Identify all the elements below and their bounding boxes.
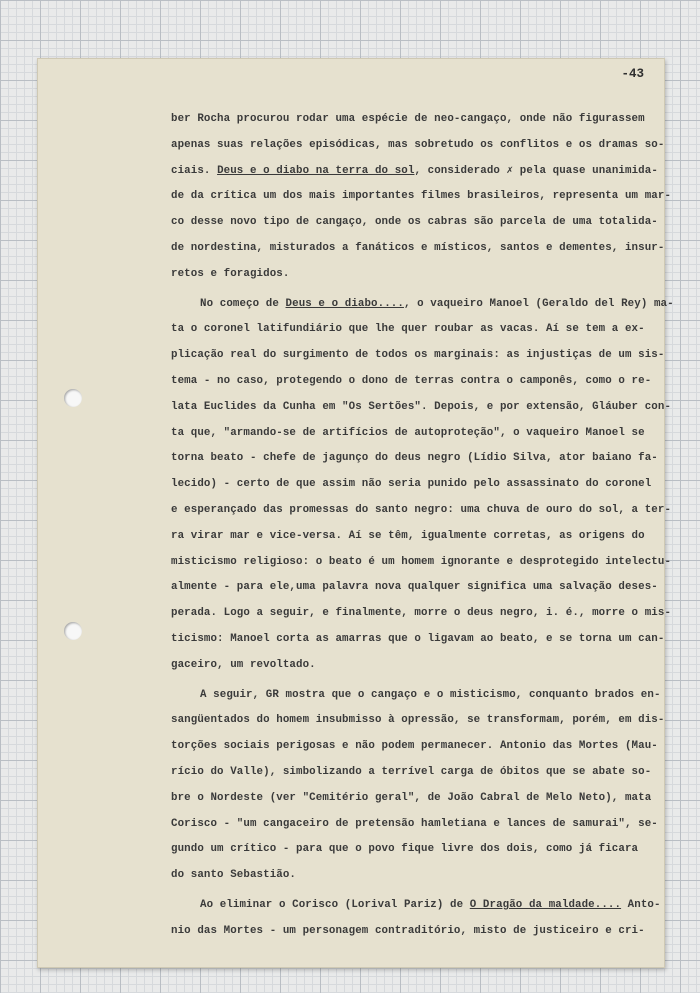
film-title-underlined: O Dragão da maldade.... (469, 898, 622, 911)
film-title-underlined: Deus e o diabo.... (285, 297, 404, 310)
text-line: misticismo religioso: o beato é um homem ignorante e desprotegido intelectu- (171, 555, 672, 568)
punch-hole-top (64, 389, 82, 407)
text-line: torna beato - chefe de jagunço do deus negro (Lídio Silva, ator baiano fa- (171, 452, 658, 465)
text-line: torções sociais perigosas e não podem permanecer. Antonio das Mortes (Mau- (171, 740, 658, 753)
text-line: rício do Valle), simbolizando a terrível carga de óbitos que se abate so- (171, 765, 652, 778)
film-title-underlined: Deus e o diabo na terra do sol (217, 164, 415, 177)
typed-text (171, 107, 674, 945)
text-line: ta o coronel latifundiário que lhe quer roubar as vacas. Aí se tem a ex- (171, 323, 645, 336)
text-line: ticismo: Manoel corta as amarras que o ligavam ao beato, e se torna um can- (171, 632, 665, 645)
text-line: ciais. Deus e o diabo na terra do sol, considerado ✗ pela quase unanimida- (171, 164, 658, 177)
text-line: almente - para ele,uma palavra nova qualquer significa uma salvação deses- (171, 581, 658, 594)
text-line: Ao eliminar o Corisco (Lorival Pariz) de O Dragão da maldade.... Anto- (200, 898, 661, 911)
punch-hole-bottom (64, 622, 82, 640)
text-line: de da crítica um dos mais importantes filmes brasileiros, representa um mar- (171, 190, 672, 203)
text-line: lecido) - certo de que assim não seria punido pelo assassinato do coronel (171, 478, 652, 491)
text-line: sangüentados do homem insubmisso à opressão, se transformam, porém, em dis- (171, 714, 665, 727)
text-line: do santo Sebastião. (171, 869, 297, 882)
text-line: lata Euclides da Cunha em "Os Sertões". Depois, e por extensão, Gláuber con- (171, 400, 672, 413)
text-line: gundo um crítico - para que o povo fique livre dos dois, como já ficara (171, 843, 639, 856)
text-line: Corisco - "um cangaceiro de pretensão hamletiana e lances de samurai", se- (171, 817, 658, 830)
text-line: plicação real do surgimento de todos os marginais: as injustiças de um sis- (171, 349, 665, 362)
text-line: nio das Mortes - um personagem contraditório, misto de justiceiro e cri- (171, 924, 645, 937)
text-line: e esperançado das promessas do santo negro: uma chuva de ouro do sol, a ter- (171, 503, 672, 516)
text-line: apenas suas relações episódicas, mas sobretudo os conflitos e os dramas so- (171, 138, 665, 151)
text-line: de nordestina, misturados a fanáticos e místicos, santos e dementes, insur- (171, 241, 665, 254)
text-line: co desse novo tipo de cangaço, onde os cabras são parcela de uma totalida- (171, 216, 658, 229)
text-line: retos e foragidos. (171, 267, 290, 280)
text-line: ta que, "armando-se de artifícios de autoproteção", o vaqueiro Manoel se (171, 426, 645, 439)
text-line: ber Rocha procurou rodar uma espécie de neo-cangaço, onde não figurassem (171, 113, 645, 125)
text-line: perada. Logo a seguir, e finalmente, morre o deus negro, i. é., morre o mis- (171, 607, 672, 620)
page-number: -43 (621, 67, 644, 81)
text-line: gaceiro, um revoltado. (171, 658, 316, 671)
text-line: ra virar mar e vice-versa. Aí se têm, igualmente corretas, as origens do (171, 529, 645, 542)
text-line: No começo de Deus e o diabo...., o vaqueiro Manoel (Geraldo del Rey) ma- (200, 297, 674, 310)
text-line: bre o Nordeste (ver "Cemitério geral", de João Cabral de Melo Neto), mata (171, 791, 652, 804)
document-page (37, 58, 674, 968)
text-line: A seguir, GR mostra que o cangaço e o misticismo, conquanto brados en- (200, 688, 661, 701)
text-line: tema - no caso, protegendo o dono de terras contra o camponês, como o re- (171, 374, 652, 387)
